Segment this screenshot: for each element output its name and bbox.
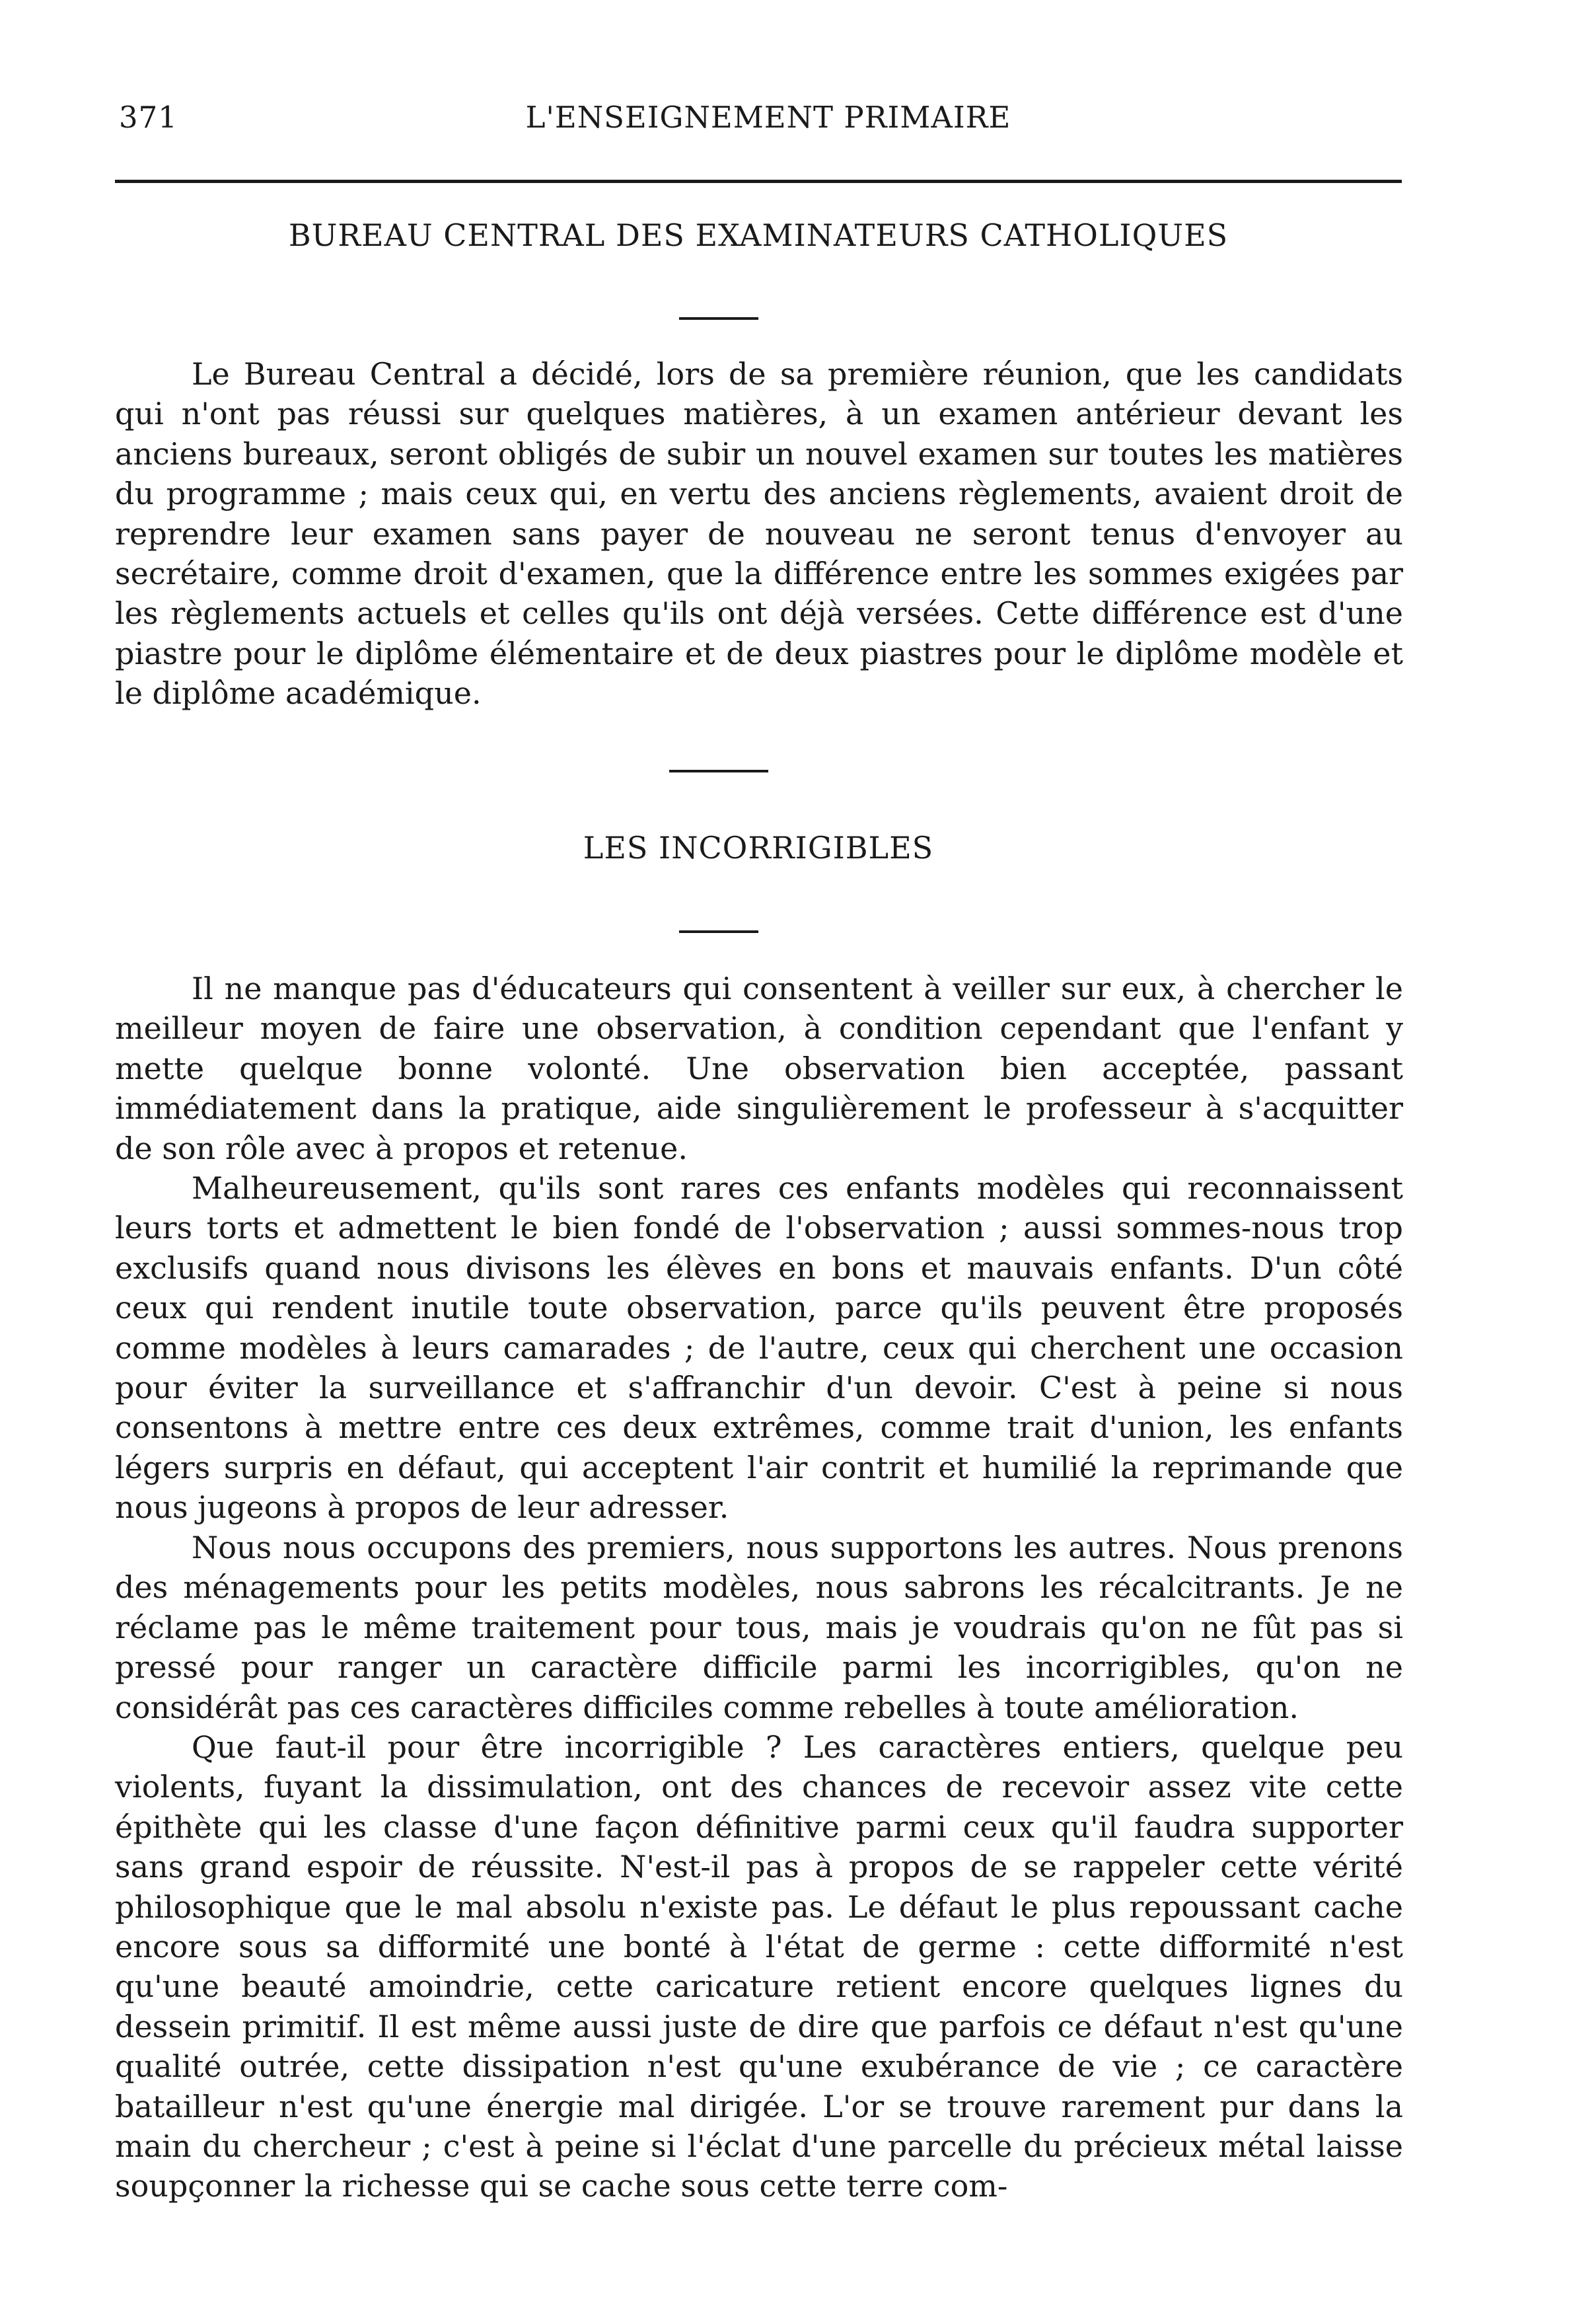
section-title-bureau: BUREAU CENTRAL DES EXAMINATEURS CATHOLIQUES [288,217,1229,253]
paragraph-incorrigibles-1: Il ne manque pas d'éducateurs qui consentent à veiller sur eux, à chercher le meilleur moyen de faire une observation, à condition cependant que l'enfant y mette quelque bonne volonté. Une observation bien acceptée, passant immédiatement dans la pratique, aide singulièrement le professeur à s'acquitter de son rôle avec à propos et retenue. [115,971,1403,1166]
paragraph-incorrigibles-4: Que faut-il pour être incorrigible ? Les caractères entiers, quelque peu violents, fuyant la dissimulation, ont des chances de recevoir assez vite cette épithète qui les classe d'une façon définitive parmi ceux qu'il faudra supporter sans grand espoir de réussite. N'est-il pas à propos de se rappeler cette vérité philosophique que le mal absolu n'existe pas. Le défaut le plus repoussant cache encore sous sa difformité une bonté à l'état de germe : cette difformité n'est qu'une beauté amoindrie, cette caricature retient encore quelques lignes du dessein primitif. Il est même aussi juste de dire que parfois ce défaut n'est qu'une qualité outrée, cette dissipation n'est qu'une exubérance de vie ; ce caractère batailleur n'est qu'une énergie mal dirigée. L'or se trouve rarement pur dans la main du chercheur ; c'est à peine si l'éclat d'une parcelle du précieux métal laisse soupçonner la richesse qui se cache sous cette terre com- [115,1729,1403,2204]
section-divider [679,930,758,933]
section-divider [669,770,768,772]
paragraph-bureau-decision: Le Bureau Central a décidé, lors de sa première réunion, que les candidats qui n'ont pas réussi sur quelques matières, à un examen antérieur devant les anciens bureaux, seront obligés de subir un nouvel examen sur toutes les matières du programme ; mais ceux qui, en vertu des anciens règlements, avaient droit de reprendre leur examen sans payer de nouveau ne seront tenus d'envoyer au secrétaire, comme droit d'examen, que la différence entre les sommes exigées par les règlements actuels et celles qu'ils ont déjà versées. Cette différence est d'une piastre pour le diplôme élémentaire et de deux piastres pour le diplôme modèle et le diplôme académique. [115,356,1403,712]
paragraph-incorrigibles-3: Nous nous occupons des premiers, nous supportons les autres. Nous prenons des ménagements pour les petits modèles, nous sabrons les récalcitrants. Je ne réclame pas le même traitement pour tous, mais je voudrais qu'on ne fût pas si pressé pour ranger un caractère difficile parmi les incorrigibles, qu'on ne considérât pas ces caractères difficiles comme rebelles à toute amélioration. [115,1530,1403,1725]
journal-title: L'ENSEIGNEMENT PRIMAIRE [525,100,1011,135]
section-title-incorrigibles: LES INCORRIGIBLES [583,830,934,866]
page-number: 371 [119,100,178,135]
header-rule [115,180,1402,183]
section-divider [679,317,758,320]
running-head [110,98,1407,137]
paragraph-incorrigibles-2: Malheureusement, qu'ils sont rares ces enfants modèles qui reconnaissent leurs torts et admettent le bien fondé de l'observation ; aussi sommes-nous trop exclusifs quand nous divisons les élèves en bons et mauvais enfants. D'un côté ceux qui rendent inutile toute observation, parce qu'ils peuvent être proposés comme modèles à leurs camarades ; de l'autre, ceux qui cherchent une occasion pour éviter la surveillance et s'affranchir d'un devoir. C'est à peine si nous consentons à mettre entre ces deux extrêmes, comme trait d'union, les enfants légers surpris en défaut, qui acceptent l'air contrit et humilié la reprimande que nous jugeons à propos de leur adresser. [115,1170,1403,1526]
